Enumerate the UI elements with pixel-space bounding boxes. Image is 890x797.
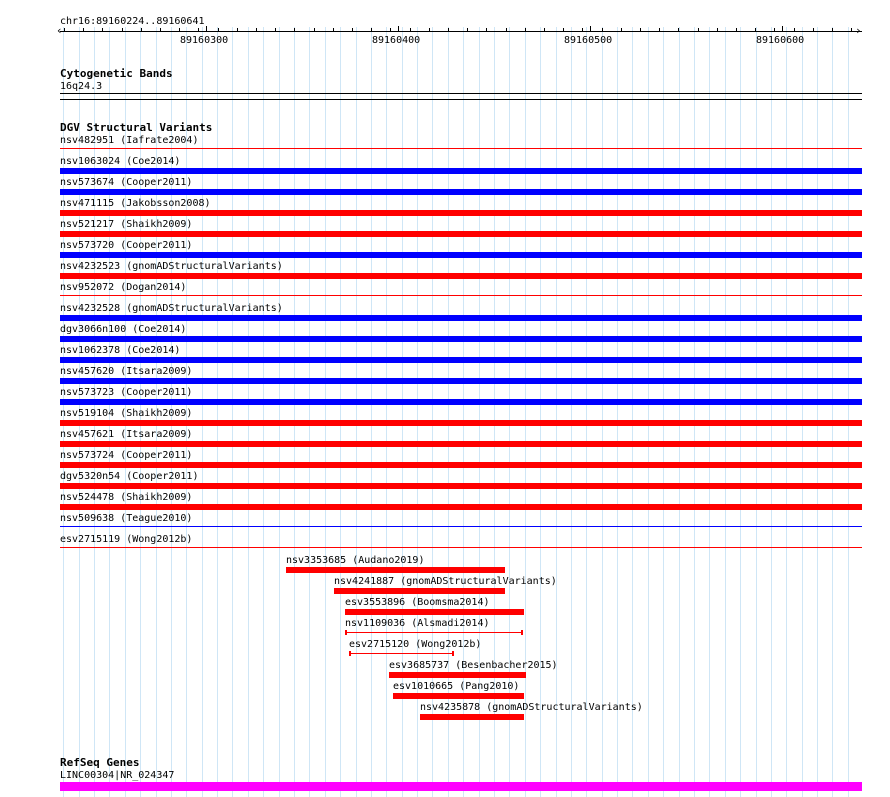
ruler-minor-tick — [774, 28, 775, 31]
ruler-right-arrow: › — [855, 24, 862, 37]
ruler-minor-tick — [352, 28, 353, 31]
dgv-feature-bar[interactable] — [60, 295, 862, 296]
grid-line — [232, 27, 233, 797]
grid-line — [294, 27, 295, 797]
grid-line — [771, 27, 772, 797]
grid-line — [617, 27, 618, 797]
grid-line — [709, 27, 710, 797]
grid-line — [679, 27, 680, 797]
dgv-feature-bar[interactable] — [60, 378, 862, 384]
grid-line — [848, 27, 849, 797]
cytoband-label: 16q24.3 — [60, 81, 103, 92]
grid-line — [525, 27, 526, 797]
grid-line — [802, 27, 803, 797]
grid-line — [725, 27, 726, 797]
dgv-feature-bar[interactable] — [60, 483, 862, 489]
dgv-feature-label[interactable]: nsv573674 (Cooper2011) — [60, 177, 193, 188]
dgv-feature-label[interactable]: nsv4232528 (gnomADStructuralVariants) — [60, 303, 283, 314]
dgv-feature-label[interactable]: esv2715120 (Wong2012b) — [349, 639, 482, 650]
grid-line — [586, 27, 587, 797]
dgv-feature-bar[interactable] — [60, 252, 862, 258]
dgv-feature-label[interactable]: nsv573724 (Cooper2011) — [60, 450, 193, 461]
ruler-minor-tick — [544, 28, 545, 31]
dgv-feature-bar[interactable] — [60, 148, 862, 149]
ruler-minor-tick — [64, 28, 65, 31]
ruler-minor-tick — [832, 28, 833, 31]
grid-line — [386, 27, 387, 797]
ruler-minor-tick — [851, 28, 852, 31]
ruler-major-tick — [206, 26, 207, 32]
ruler-minor-tick — [448, 28, 449, 31]
ruler-minor-tick — [390, 28, 391, 31]
grid-line — [740, 27, 741, 797]
ruler-minor-tick — [333, 28, 334, 31]
ruler-major-tick — [590, 26, 591, 32]
grid-line — [217, 27, 218, 797]
dgv-feature-bar[interactable] — [60, 462, 862, 468]
refseq-gene-feature[interactable] — [60, 782, 862, 791]
grid-line — [556, 27, 557, 797]
dgv-feature-bar[interactable] — [334, 588, 505, 594]
dgv-feature-label[interactable]: esv3553896 (Boomsma2014) — [345, 597, 490, 608]
ruler-minor-tick — [659, 28, 660, 31]
ruler-minor-tick — [275, 28, 276, 31]
dgv-feature-bar[interactable] — [286, 567, 505, 573]
dgv-feature-label[interactable]: nsv4235878 (gnomADStructuralVariants) — [420, 702, 643, 713]
dgv-feature-label[interactable]: esv2715119 (Wong2012b) — [60, 534, 193, 545]
dgv-feature-label[interactable]: nsv4232523 (gnomADStructuralVariants) — [60, 261, 283, 272]
grid-line — [786, 27, 787, 797]
grid-line — [263, 27, 264, 797]
dgv-feature-bar[interactable] — [420, 714, 524, 720]
dgv-feature-bar[interactable] — [60, 168, 862, 174]
dgv-feature-bar[interactable] — [60, 441, 862, 447]
grid-line — [648, 27, 649, 797]
ruler-minor-tick — [256, 28, 257, 31]
dgv-feature-bar[interactable] — [389, 672, 526, 678]
grid-line — [309, 27, 310, 797]
dgv-feature-bar[interactable] — [60, 526, 862, 527]
dgv-feature-label[interactable]: nsv573720 (Cooper2011) — [60, 240, 193, 251]
ruler-minor-tick — [563, 28, 564, 31]
ruler-minor-tick — [755, 28, 756, 31]
ruler-minor-tick — [467, 28, 468, 31]
dgv-feature-label[interactable]: nsv519104 (Shaikh2009) — [60, 408, 193, 419]
ruler-minor-tick — [486, 28, 487, 31]
region-label: chr16:89160224..89160641 — [60, 16, 205, 27]
dgv-feature-end-cap — [452, 651, 454, 656]
ruler-minor-tick — [371, 28, 372, 31]
dgv-feature-end-cap — [345, 630, 347, 635]
dgv-feature-bar[interactable] — [60, 189, 862, 195]
ruler-minor-tick — [141, 28, 142, 31]
ruler-minor-tick — [218, 28, 219, 31]
dgv-feature-label[interactable]: nsv457620 (Itsara2009) — [60, 366, 193, 377]
dgv-feature-end-cap — [521, 630, 523, 635]
grid-line — [663, 27, 664, 797]
dgv-feature-bar[interactable] — [60, 315, 862, 321]
dgv-feature-bar[interactable] — [60, 547, 862, 548]
dgv-track-title[interactable]: DGV Structural Variants — [60, 121, 213, 134]
cytoband-track-title[interactable]: Cytogenetic Bands — [60, 67, 173, 80]
refseq-track-title[interactable]: RefSeq Genes — [60, 756, 140, 769]
cytoband-line-top — [60, 93, 862, 94]
grid-line — [248, 27, 249, 797]
ruler-minor-tick — [160, 28, 161, 31]
dgv-feature-label[interactable]: nsv521217 (Shaikh2009) — [60, 219, 193, 230]
dgv-feature-bar[interactable] — [345, 632, 523, 633]
dgv-feature-bar[interactable] — [60, 504, 862, 510]
dgv-feature-label[interactable]: dgv5320n54 (Cooper2011) — [60, 471, 199, 482]
ruler-minor-tick — [102, 28, 103, 31]
ruler-minor-tick — [83, 28, 84, 31]
dgv-feature-label[interactable]: nsv1109036 (Alsmadi2014) — [345, 618, 490, 629]
dgv-feature-bar[interactable] — [60, 273, 862, 279]
dgv-feature-label[interactable]: nsv471115 (Jakobsson2008) — [60, 198, 211, 209]
dgv-feature-label[interactable]: nsv1062378 (Coe2014) — [60, 345, 181, 356]
dgv-feature-bar[interactable] — [60, 210, 862, 216]
dgv-feature-label[interactable]: nsv482951 (Iafrate2004) — [60, 135, 199, 146]
ruler-minor-tick — [294, 28, 295, 31]
grid-line — [371, 27, 372, 797]
grid-line — [325, 27, 326, 797]
ruler-minor-tick — [525, 28, 526, 31]
dgv-feature-label[interactable]: nsv1063024 (Coe2014) — [60, 156, 181, 167]
dgv-feature-bar[interactable] — [60, 420, 862, 426]
grid-line — [571, 27, 572, 797]
ruler-minor-tick — [717, 28, 718, 31]
ruler-minor-tick — [602, 28, 603, 31]
dgv-feature-label[interactable]: nsv524478 (Shaikh2009) — [60, 492, 193, 503]
dgv-feature-label[interactable]: nsv952072 (Dogan2014) — [60, 282, 187, 293]
grid-line — [694, 27, 695, 797]
grid-line — [756, 27, 757, 797]
ruler-major-tick — [782, 26, 783, 32]
grid-line — [540, 27, 541, 797]
dgv-feature-bar[interactable] — [60, 399, 862, 405]
dgv-feature-label[interactable]: nsv4241887 (gnomADStructuralVariants) — [334, 576, 557, 587]
cytoband-line-bottom — [60, 99, 862, 100]
grid-line — [817, 27, 818, 797]
ruler-minor-tick — [794, 28, 795, 31]
ruler-minor-tick — [621, 28, 622, 31]
ruler-minor-tick — [506, 28, 507, 31]
ruler-label-3: 89160500 — [564, 35, 613, 46]
ruler-minor-tick — [582, 28, 583, 31]
ruler-minor-tick — [813, 28, 814, 31]
dgv-feature-label[interactable]: esv3685737 (Besenbacher2015) — [389, 660, 558, 671]
dgv-feature-bar[interactable] — [60, 231, 862, 237]
dgv-feature-end-cap — [349, 651, 351, 656]
grid-line — [356, 27, 357, 797]
ruler-major-tick — [398, 26, 399, 32]
grid-line — [632, 27, 633, 797]
refseq-gene-label[interactable]: LINC00304|NR_024347 — [60, 770, 175, 781]
ruler-minor-tick — [640, 28, 641, 31]
grid-line — [602, 27, 603, 797]
ruler-label-1: 89160300 — [180, 35, 229, 46]
ruler-minor-tick — [237, 28, 238, 31]
grid-line — [832, 27, 833, 797]
dgv-feature-label[interactable]: nsv509638 (Teague2010) — [60, 513, 193, 524]
ruler-label-2: 89160400 — [372, 35, 421, 46]
dgv-feature-label[interactable]: esv1010665 (Pang2010) — [393, 681, 520, 692]
ruler-left-arrow: ‹ — [56, 24, 63, 37]
ruler-minor-tick — [429, 28, 430, 31]
ruler-minor-tick — [410, 28, 411, 31]
dgv-feature-bar[interactable] — [60, 357, 862, 363]
ruler-axis — [60, 31, 862, 32]
dgv-feature-label[interactable]: dgv3066n100 (Coe2014) — [60, 324, 187, 335]
grid-line — [340, 27, 341, 797]
dgv-feature-bar[interactable] — [60, 336, 862, 342]
ruler-minor-tick — [198, 28, 199, 31]
dgv-feature-bar[interactable] — [349, 653, 454, 654]
ruler-minor-tick — [179, 28, 180, 31]
dgv-feature-label[interactable]: nsv573723 (Cooper2011) — [60, 387, 193, 398]
ruler-label-4: 89160600 — [756, 35, 805, 46]
ruler-minor-tick — [122, 28, 123, 31]
dgv-feature-bar[interactable] — [345, 609, 524, 615]
ruler-minor-tick — [678, 28, 679, 31]
grid-line — [279, 27, 280, 797]
ruler-minor-tick — [314, 28, 315, 31]
grid-line — [202, 27, 203, 797]
dgv-feature-bar[interactable] — [393, 693, 524, 699]
dgv-feature-label[interactable]: nsv457621 (Itsara2009) — [60, 429, 193, 440]
ruler-minor-tick — [698, 28, 699, 31]
ruler-minor-tick — [736, 28, 737, 31]
dgv-feature-label[interactable]: nsv3353685 (Audano2019) — [286, 555, 425, 566]
